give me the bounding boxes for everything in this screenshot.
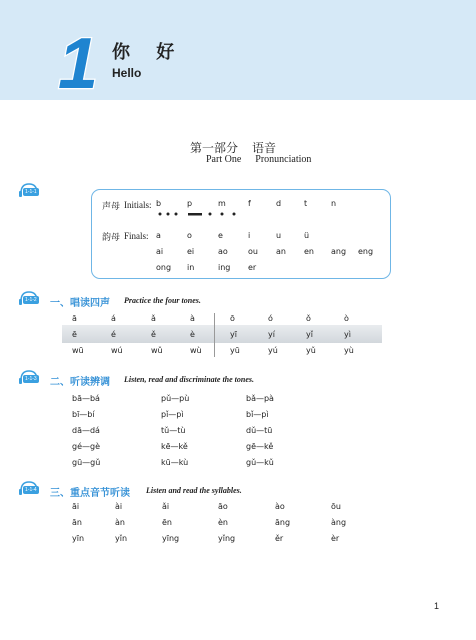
- tone-pair: gǔ—kǔ: [246, 458, 274, 467]
- tone-syllable: yì: [344, 330, 351, 339]
- tone-syllable: wū: [72, 346, 84, 355]
- tone-pair: gū—gǔ: [72, 458, 101, 467]
- tone-syllable: ō: [230, 314, 235, 323]
- tone-syllable: yí: [268, 330, 275, 339]
- lesson-title-en: Hello: [112, 66, 142, 80]
- final: u: [276, 231, 282, 240]
- section-instruction: Listen, read and discriminate the tones.: [124, 375, 255, 384]
- final: ei: [187, 247, 195, 256]
- audio-track-4[interactable]: [18, 480, 40, 496]
- syllable: àn: [115, 518, 125, 527]
- final: ü: [304, 231, 310, 240]
- tones-table: [62, 311, 382, 359]
- syllable: ōu: [331, 502, 341, 511]
- initial: m: [218, 199, 226, 208]
- tone-pair: dǔ—tū: [246, 426, 273, 435]
- syllable: āo: [218, 502, 228, 511]
- part-title-cn: 第一部分 语音: [190, 141, 277, 155]
- tone-pair: dā—dá: [72, 426, 100, 435]
- tone-syllable: á: [111, 314, 116, 323]
- tone-dots: [158, 210, 240, 218]
- initial: n: [331, 199, 337, 208]
- tone-pair: bǎ—pà: [246, 394, 274, 403]
- tone-syllable: yú: [268, 346, 278, 355]
- syllable: yǐng: [218, 534, 236, 543]
- initials-finals-box: [91, 189, 391, 279]
- final: eng: [358, 247, 374, 256]
- section-heading: 二、听读辨调: [50, 377, 110, 388]
- tone-pair: bā—bá: [72, 394, 100, 403]
- final: in: [187, 263, 195, 272]
- final: an: [276, 247, 286, 256]
- final: i: [248, 231, 251, 240]
- syllable: ài: [115, 502, 123, 511]
- tone-pair: pǔ—pù: [161, 394, 190, 403]
- syllable: èr: [331, 534, 340, 543]
- tone-syllable: ó: [268, 314, 273, 323]
- section-heading: 三、重点音节听读: [50, 488, 130, 499]
- final: ang: [331, 247, 347, 256]
- part-title-en: Part One Pronunciation: [206, 154, 312, 165]
- final: er: [248, 263, 257, 272]
- final: o: [187, 231, 192, 240]
- syllable: ǎi: [162, 502, 170, 511]
- syllable: yǐn: [115, 534, 128, 543]
- track-number: 1-1-3: [25, 376, 37, 382]
- tone-syllable: ǒ: [306, 314, 311, 323]
- track-number: 1-1-4: [25, 487, 37, 493]
- tone-syllable: yù: [344, 346, 354, 355]
- final: a: [156, 231, 161, 240]
- tone-syllable: è: [190, 330, 195, 339]
- tone-syllable: wǔ: [151, 346, 163, 355]
- finals-label-en: Finals:: [124, 231, 149, 241]
- syllable: àng: [331, 518, 347, 527]
- syllable: èn: [218, 518, 228, 527]
- tone-pair: kū—kù: [161, 458, 189, 467]
- section-heading: 一、唱读四声: [50, 298, 110, 309]
- tone-pair: gē—kě: [246, 442, 274, 451]
- syllable: āi: [72, 502, 80, 511]
- syllable: ěr: [275, 534, 284, 543]
- tone-pair: tǔ—tù: [161, 426, 186, 435]
- tone-syllable: à: [190, 314, 195, 323]
- tone-syllable: ě: [151, 330, 156, 339]
- section-instruction: Listen and read the syllables.: [146, 486, 242, 495]
- initial: d: [276, 199, 282, 208]
- final: ong: [156, 263, 172, 272]
- tone-syllable: wú: [111, 346, 123, 355]
- tone-pair: bī—bí: [72, 410, 95, 419]
- audio-track-3[interactable]: [18, 369, 40, 385]
- tone-syllable: ā: [72, 314, 77, 323]
- syllable: āng: [275, 518, 291, 527]
- final: ai: [156, 247, 164, 256]
- track-number: 1-1-2: [25, 297, 37, 303]
- initials-label-en: Initials:: [124, 200, 152, 210]
- tone-pair: kē—kě: [161, 442, 188, 451]
- tone-pair: pǐ—pì: [161, 410, 184, 419]
- table-band: [62, 325, 382, 343]
- svg-text:1: 1: [58, 26, 99, 96]
- tone-syllable: yǐ: [306, 330, 313, 339]
- tone-syllable: wù: [190, 346, 202, 355]
- lesson-number: [56, 26, 100, 96]
- final: ou: [248, 247, 258, 256]
- finals-label-cn: 韵母: [102, 233, 121, 243]
- tone-syllable: yī: [230, 330, 237, 339]
- syllable: ēn: [162, 518, 172, 527]
- syllable: yīng: [162, 534, 180, 543]
- tone-syllable: yǔ: [306, 346, 316, 355]
- syllable: ān: [72, 518, 82, 527]
- initial: f: [248, 199, 251, 208]
- audio-track-1[interactable]: [18, 182, 40, 198]
- table-divider: [214, 313, 215, 357]
- tone-syllable: yū: [230, 346, 240, 355]
- initial: b: [156, 199, 162, 208]
- track-number: 1-1-1: [25, 189, 37, 195]
- syllable: ào: [275, 502, 285, 511]
- syllable: yīn: [72, 534, 85, 543]
- audio-track-2[interactable]: [18, 290, 40, 306]
- final: en: [304, 247, 314, 256]
- final: ao: [218, 247, 228, 256]
- initials-label-cn: 声母: [102, 202, 121, 212]
- tone-syllable: ē: [72, 330, 77, 339]
- tone-syllable: ǎ: [151, 314, 156, 323]
- lesson-title-cn: 你 好: [112, 42, 185, 63]
- initial: t: [304, 199, 308, 208]
- tone-pair: gé—gè: [72, 442, 100, 451]
- page-number: 1: [434, 601, 440, 611]
- tone-syllable: é: [111, 330, 116, 339]
- tone-syllable: ò: [344, 314, 349, 323]
- initial: p: [187, 199, 193, 208]
- section-instruction: Practice the four tones.: [124, 296, 201, 305]
- tone-pair: bǐ—pì: [246, 410, 269, 419]
- final: ing: [218, 263, 231, 272]
- final: e: [218, 231, 223, 240]
